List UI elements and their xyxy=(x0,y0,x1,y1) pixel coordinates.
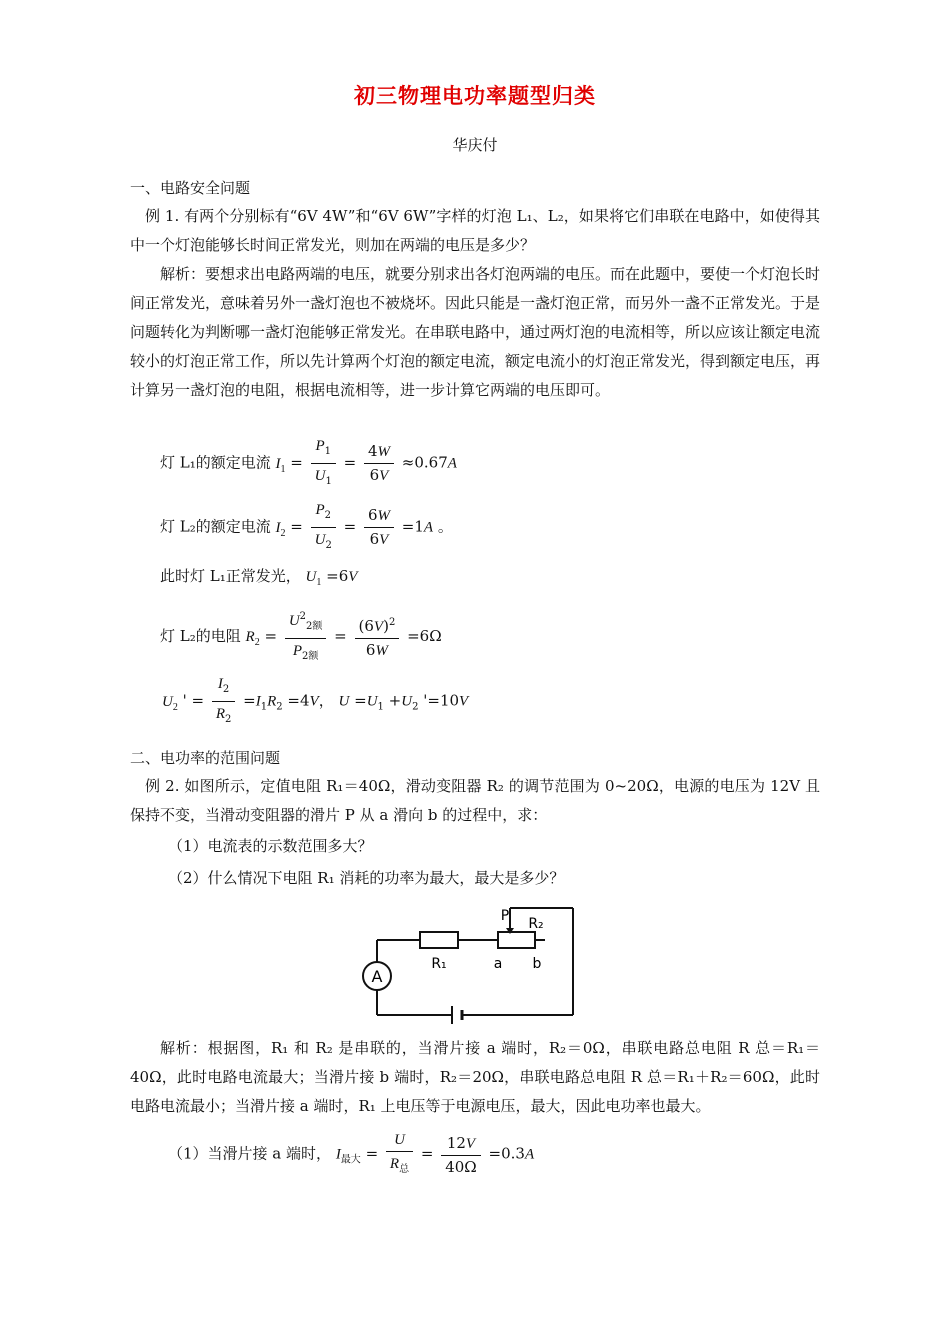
example1-analysis: 解析：要想求出电路两端的电压，就要分别求出各灯泡两端的电压。而在此题中，要使一个灯泡长时间正常发光，意味着另外一盏灯泡也不被烧坏。因此只能是一盏灯泡正常，而另外一盏不正常发光。于是问题转化为判断哪一盏灯泡能够正常发光。在串联电路中，通过两灯泡的电流相等，所以应该让额定电流较小的灯泡正常工作，所以先计算两个灯泡的额定电流，额定电流小的灯泡正常发光，得到额定电压，再计算另一盏灯泡的电阻，根据电流相等，进一步计算它两端的电压即可。 xyxy=(130,265,821,399)
r2-label: R₂ xyxy=(528,916,544,932)
formula-label: 此时灯 L₁正常发光， xyxy=(160,567,301,585)
formula-result: =6 xyxy=(326,567,349,585)
example2-text: 例 2. 如图所示，定值电阻 R₁＝40Ω，滑动变阻器 R₂ 的调节范围为 0~20Ω，电源的电压为 12V 且保持不变，当滑动变阻器的滑片 P 从 a 滑向 b 的过程中，求： xyxy=(130,777,820,824)
formula-result: =10 xyxy=(427,691,460,710)
formula-label: 灯 L₂的额定电流 xyxy=(160,517,271,536)
formula-label: 灯 L₁的额定电流 xyxy=(160,453,271,472)
example2-analysis: 解析：根据图，R₁ 和 R₂ 是串联的，当滑片接 a 端时，R₂＝0Ω，串联电路总电阻 R 总＝R₁＝40Ω，此时电路电流最大；当滑片接 b 端时，R₂＝20Ω，串联电路总电阻 R 总＝R₁＋R₂＝60Ω，此时电路电流最小；当滑片接 a 端时，R₁ 上电压等于电源电压，最大，因此电功率也最大。 xyxy=(130,1039,820,1115)
formula-result: =1 xyxy=(401,517,424,536)
formula-result: =6Ω xyxy=(407,627,442,645)
answer-1-formula: （1）当滑片接 a 端时， $I_{最大}$ = $\frac{U}{R_总}$ = $\frac{12V}{40\Omega}$ =0.3A xyxy=(168,1128,534,1184)
formula-l1-current: 灯 L₁的额定电流 $I_1$ = $\frac{P_1}{U_1}$ = $\frac{4W}{6V}$ ≈0.67A xyxy=(160,434,457,493)
rheostat-r2 xyxy=(498,932,535,948)
formula-label: 灯 L₂的电阻 xyxy=(160,627,241,645)
circuit-diagram xyxy=(355,900,590,1030)
section2-heading: 二、电功率的范围问题 xyxy=(130,749,281,767)
question-1: （1）电流表的示数范围多大？ xyxy=(168,837,373,855)
end-a-label: a xyxy=(493,956,503,972)
answer-label: （1）当滑片接 a 端时， xyxy=(168,1144,332,1163)
formula-total-voltage: $U_2$ ' = $\frac{I_2}{R_2}$ $=I_1R_2 =4V$， $U =U_1 +U_2$ '=10V xyxy=(162,672,468,731)
slider-label: P xyxy=(500,908,510,924)
page-title: 初三物理电功率题型归类 xyxy=(354,83,596,108)
r1-label: R₁ xyxy=(431,956,447,972)
formula-l2-current: 灯 L₂的额定电流 $I_2$ = $\frac{P_2}{U_2}$ = $\frac{6W}{6V}$ =1A 。 xyxy=(160,498,453,557)
section1-heading: 一、电路安全问题 xyxy=(130,179,251,197)
end-b-label: b xyxy=(532,956,542,972)
formula-l2-resistance: 灯 L₂的电阻 $R_2$ = $\frac{U^2_{2额}}{P_{2额}}$ = $\frac{(6V)^2}{6W}$ =6Ω xyxy=(160,606,442,668)
question-2: （2）什么情况下电阻 R₁ 消耗的功率为最大，最大是多少？ xyxy=(168,869,565,887)
ammeter-label: A xyxy=(371,967,383,986)
example1-text: 例 1. 有两个分别标有“6V 4W”和“6V 6W”字样的灯泡 L₁、L₂，如果将它们串联在电路中，如使得其中一个灯泡能够长时间正常发光，则加在两端的电压是多少？ xyxy=(130,207,820,254)
formula-l1-voltage: 此时灯 L₁正常发光， $U_1 =6V$ xyxy=(160,567,358,588)
formula-result: ≈0.67 xyxy=(401,453,448,472)
resistor-r1 xyxy=(420,932,458,948)
author-name: 华庆付 xyxy=(452,136,498,154)
answer-result: =0.3 xyxy=(488,1144,525,1163)
